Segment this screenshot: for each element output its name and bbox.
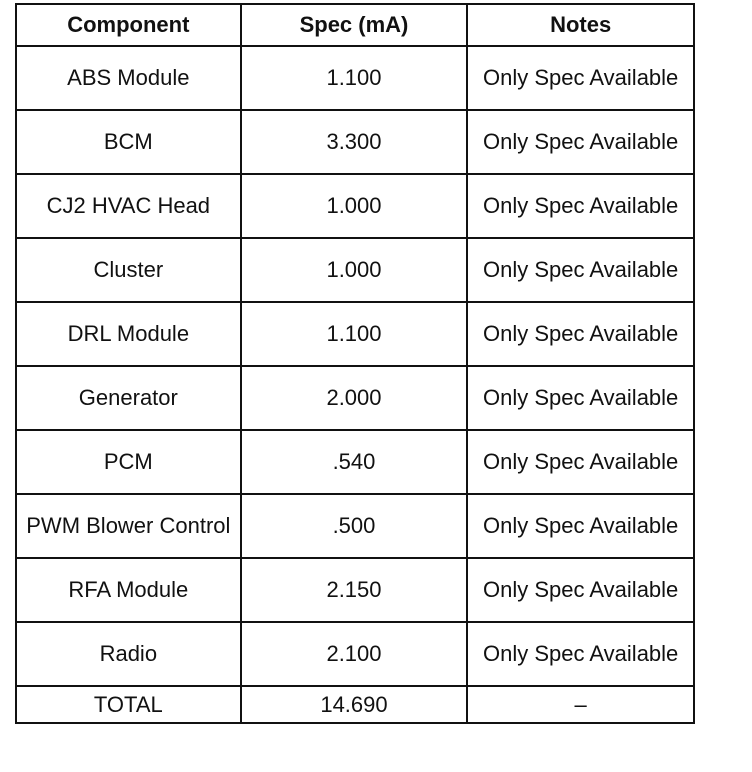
notes-cell: Only Spec Available [467, 366, 694, 430]
spec-cell: .540 [241, 430, 468, 494]
total-label: TOTAL [16, 686, 241, 723]
notes-cell: Only Spec Available [467, 302, 694, 366]
spec-cell: 1.000 [241, 174, 468, 238]
notes-cell: Only Spec Available [467, 174, 694, 238]
component-cell: BCM [16, 110, 241, 174]
notes-cell: Only Spec Available [467, 494, 694, 558]
spec-table [15, 3, 695, 724]
table-row [16, 366, 694, 430]
spec-cell: 1.100 [241, 46, 468, 110]
table-row [16, 238, 694, 302]
component-cell: PCM [16, 430, 241, 494]
header-notes: Notes [467, 4, 694, 46]
notes-cell: Only Spec Available [467, 558, 694, 622]
spec-cell: 1.000 [241, 238, 468, 302]
spec-cell: 2.000 [241, 366, 468, 430]
component-cell: Generator [16, 366, 241, 430]
notes-cell: Only Spec Available [467, 238, 694, 302]
header-spec: Spec (mA) [241, 4, 468, 46]
total-spec: 14.690 [241, 686, 468, 723]
component-cell: RFA Module [16, 558, 241, 622]
component-cell: ABS Module [16, 46, 241, 110]
table-row [16, 494, 694, 558]
spec-cell: 1.100 [241, 302, 468, 366]
component-cell: PWM Blower Control [16, 494, 241, 558]
notes-cell: Only Spec Available [467, 110, 694, 174]
header-row [16, 4, 694, 46]
spec-cell: 2.150 [241, 558, 468, 622]
table-row [16, 430, 694, 494]
table-row [16, 558, 694, 622]
table-row [16, 174, 694, 238]
total-row [16, 686, 694, 723]
component-cell: CJ2 HVAC Head [16, 174, 241, 238]
table-row [16, 622, 694, 686]
notes-cell: Only Spec Available [467, 622, 694, 686]
spec-cell: .500 [241, 494, 468, 558]
spec-cell: 2.100 [241, 622, 468, 686]
component-cell: Cluster [16, 238, 241, 302]
spec-cell: 3.300 [241, 110, 468, 174]
component-cell: Radio [16, 622, 241, 686]
notes-cell: Only Spec Available [467, 46, 694, 110]
table-row [16, 46, 694, 110]
header-component: Component [16, 4, 241, 46]
component-cell: DRL Module [16, 302, 241, 366]
total-notes: – [467, 686, 694, 723]
table-row [16, 110, 694, 174]
notes-cell: Only Spec Available [467, 430, 694, 494]
table-row [16, 302, 694, 366]
